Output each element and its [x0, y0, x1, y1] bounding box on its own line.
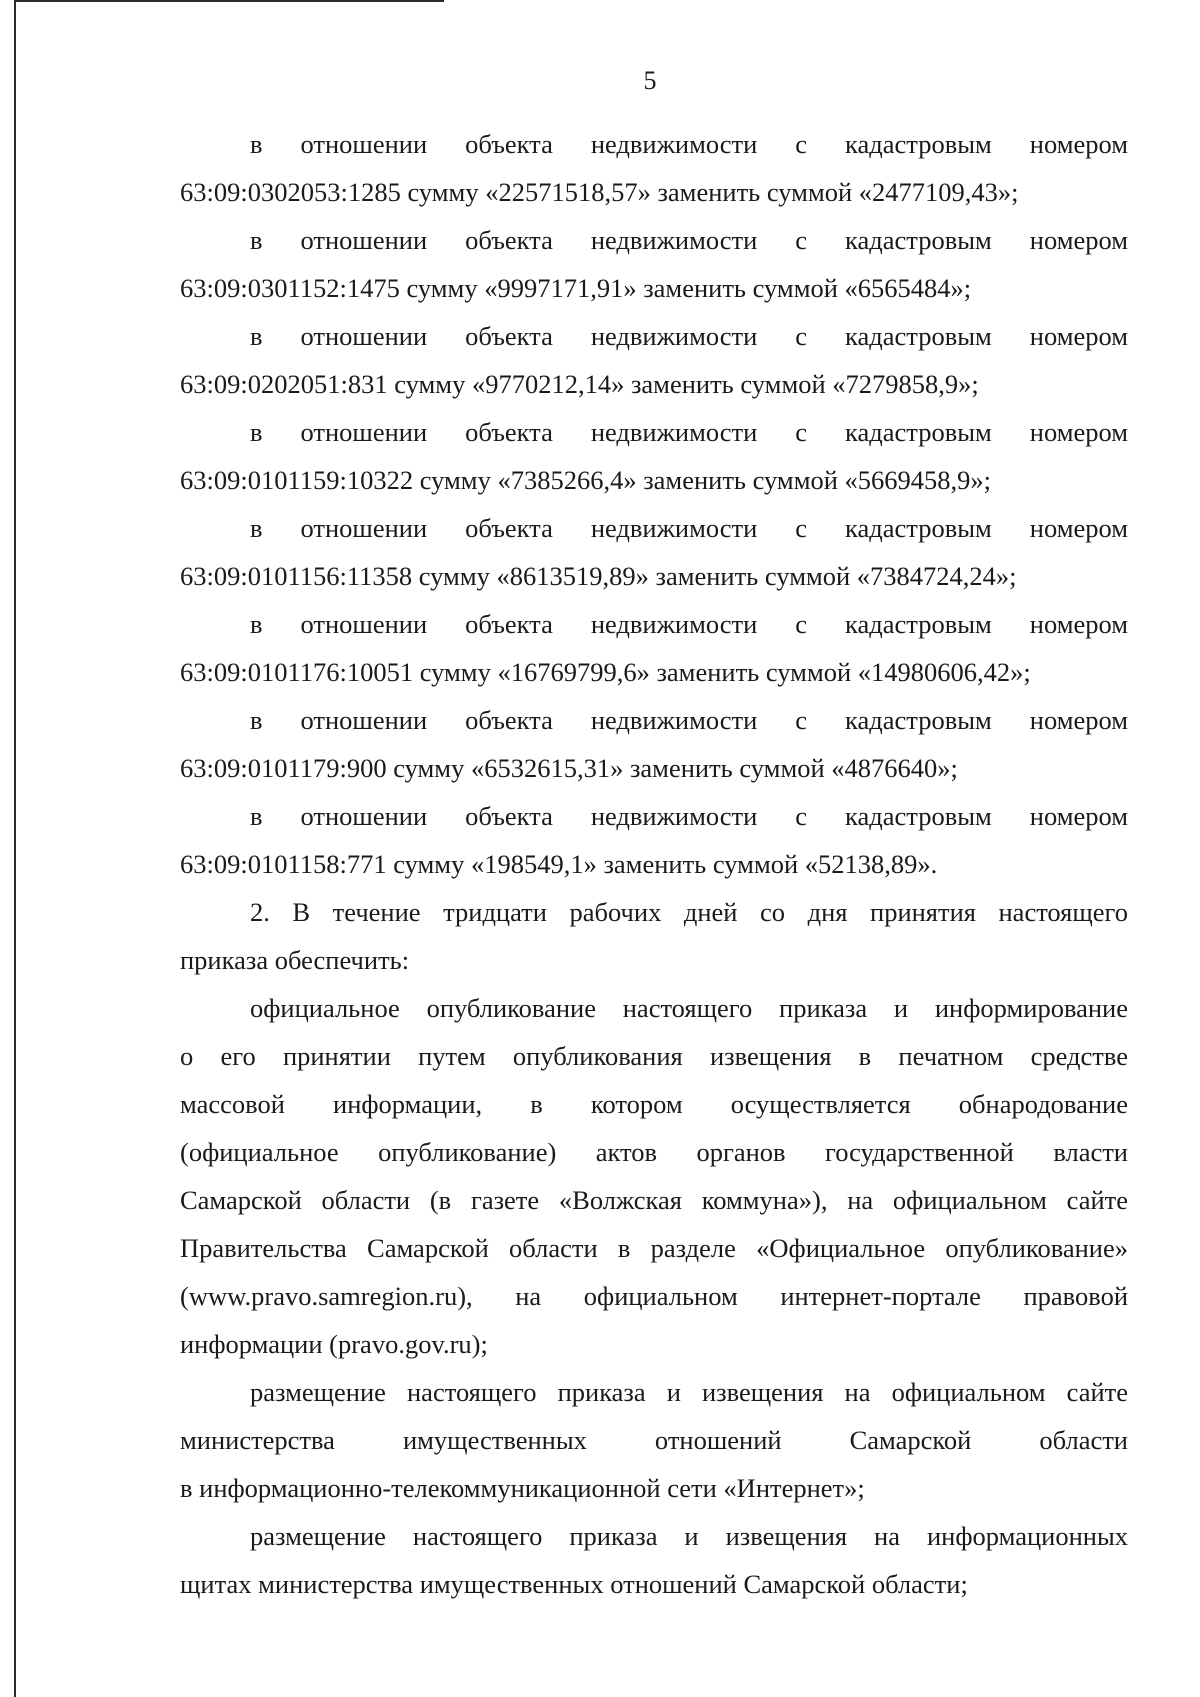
paragraph-line: в отношении объекта недвижимости с кадастровым номером — [250, 609, 1128, 639]
paragraph-line: приказа обеспечить: — [180, 945, 410, 975]
paragraph-line: официальное опубликование настоящего приказа и информирование — [250, 993, 1128, 1023]
publication-paragraph — [180, 984, 1128, 1368]
website-paragraph — [180, 1368, 1128, 1512]
item-2-paragraph — [180, 888, 1128, 984]
replacement-paragraph — [180, 600, 1128, 696]
paragraph-line: 63:09:0101179:900 сумму «6532615,31» заменить суммой «4876640»; — [180, 753, 958, 783]
paragraph-line: размещение настоящего приказа и извещения на официальном сайте — [250, 1377, 1128, 1407]
paragraph-line: в отношении объекта недвижимости с кадастровым номером — [250, 129, 1128, 159]
paragraph-line: 2. В течение тридцати рабочих дней со дня принятия настоящего — [250, 897, 1128, 927]
paragraph-line: в отношении объекта недвижимости с кадастровым номером — [250, 513, 1128, 543]
paragraph-line: (официальное опубликование) актов органов государственной власти — [180, 1137, 1128, 1167]
replacement-paragraph — [180, 120, 1128, 216]
scan-edge-top — [14, 0, 444, 2]
paragraph-line: в отношении объекта недвижимости с кадастровым номером — [250, 321, 1128, 351]
paragraph-line: Самарской области (в газете «Волжская коммуна»), на официальном сайте — [180, 1185, 1128, 1215]
page-number: 5 — [643, 66, 657, 95]
paragraph-line: 63:09:0101176:10051 сумму «16769799,6» заменить суммой «14980606,42»; — [180, 657, 1031, 687]
paragraph-line: размещение настоящего приказа и извещения на информационных — [250, 1521, 1128, 1551]
replacement-paragraph — [180, 216, 1128, 312]
paragraph-line: массовой информации, в котором осуществляется обнародование — [180, 1089, 1128, 1119]
paragraph-line: министерства имущественных отношений Самарской области — [180, 1425, 1128, 1455]
paragraph-line: в отношении объекта недвижимости с кадастровым номером — [250, 417, 1128, 447]
paragraph-line: информации (pravo.gov.ru); — [180, 1329, 488, 1359]
boards-paragraph — [180, 1512, 1128, 1608]
paragraph-line: в отношении объекта недвижимости с кадастровым номером — [250, 705, 1128, 735]
replacement-paragraph — [180, 312, 1128, 408]
replacement-paragraph — [180, 408, 1128, 504]
paragraph-line: 63:09:0101158:771 сумму «198549,1» заменить суммой «52138,89». — [180, 849, 938, 879]
paragraph-line: 63:09:0301152:1475 сумму «9997171,91» заменить суммой «6565484»; — [180, 273, 972, 303]
paragraph-line: Правительства Самарской области в разделе «Официальное опубликование» — [180, 1233, 1128, 1263]
paragraph-line: в отношении объекта недвижимости с кадастровым номером — [250, 225, 1128, 255]
paragraph-line: 63:09:0101159:10322 сумму «7385266,4» заменить суммой «5669458,9»; — [180, 465, 992, 495]
replacement-paragraph — [180, 504, 1128, 600]
paragraph-line: в информационно-телекоммуникационной сети «Интернет»; — [180, 1473, 865, 1503]
paragraph-line: 63:09:0202051:831 сумму «9770212,14» заменить суммой «7279858,9»; — [180, 369, 979, 399]
replacement-paragraph — [180, 696, 1128, 792]
paragraph-line: 63:09:0101156:11358 сумму «8613519,89» заменить суммой «7384724,24»; — [180, 561, 1017, 591]
paragraph-line: о его принятии путем опубликования извещения в печатном средстве — [180, 1041, 1128, 1071]
paragraph-line: 63:09:0302053:1285 сумму «22571518,57» заменить суммой «2477109,43»; — [180, 177, 1019, 207]
document-body — [180, 120, 1128, 1608]
replacement-paragraph — [180, 792, 1128, 888]
paragraph-line: в отношении объекта недвижимости с кадастровым номером — [250, 801, 1128, 831]
paragraph-line: щитах министерства имущественных отношений Самарской области; — [180, 1569, 968, 1599]
scan-edge-left — [14, 0, 16, 1697]
paragraph-line: (www.pravo.samregion.ru), на официальном интернет-портале правовой — [180, 1281, 1128, 1311]
